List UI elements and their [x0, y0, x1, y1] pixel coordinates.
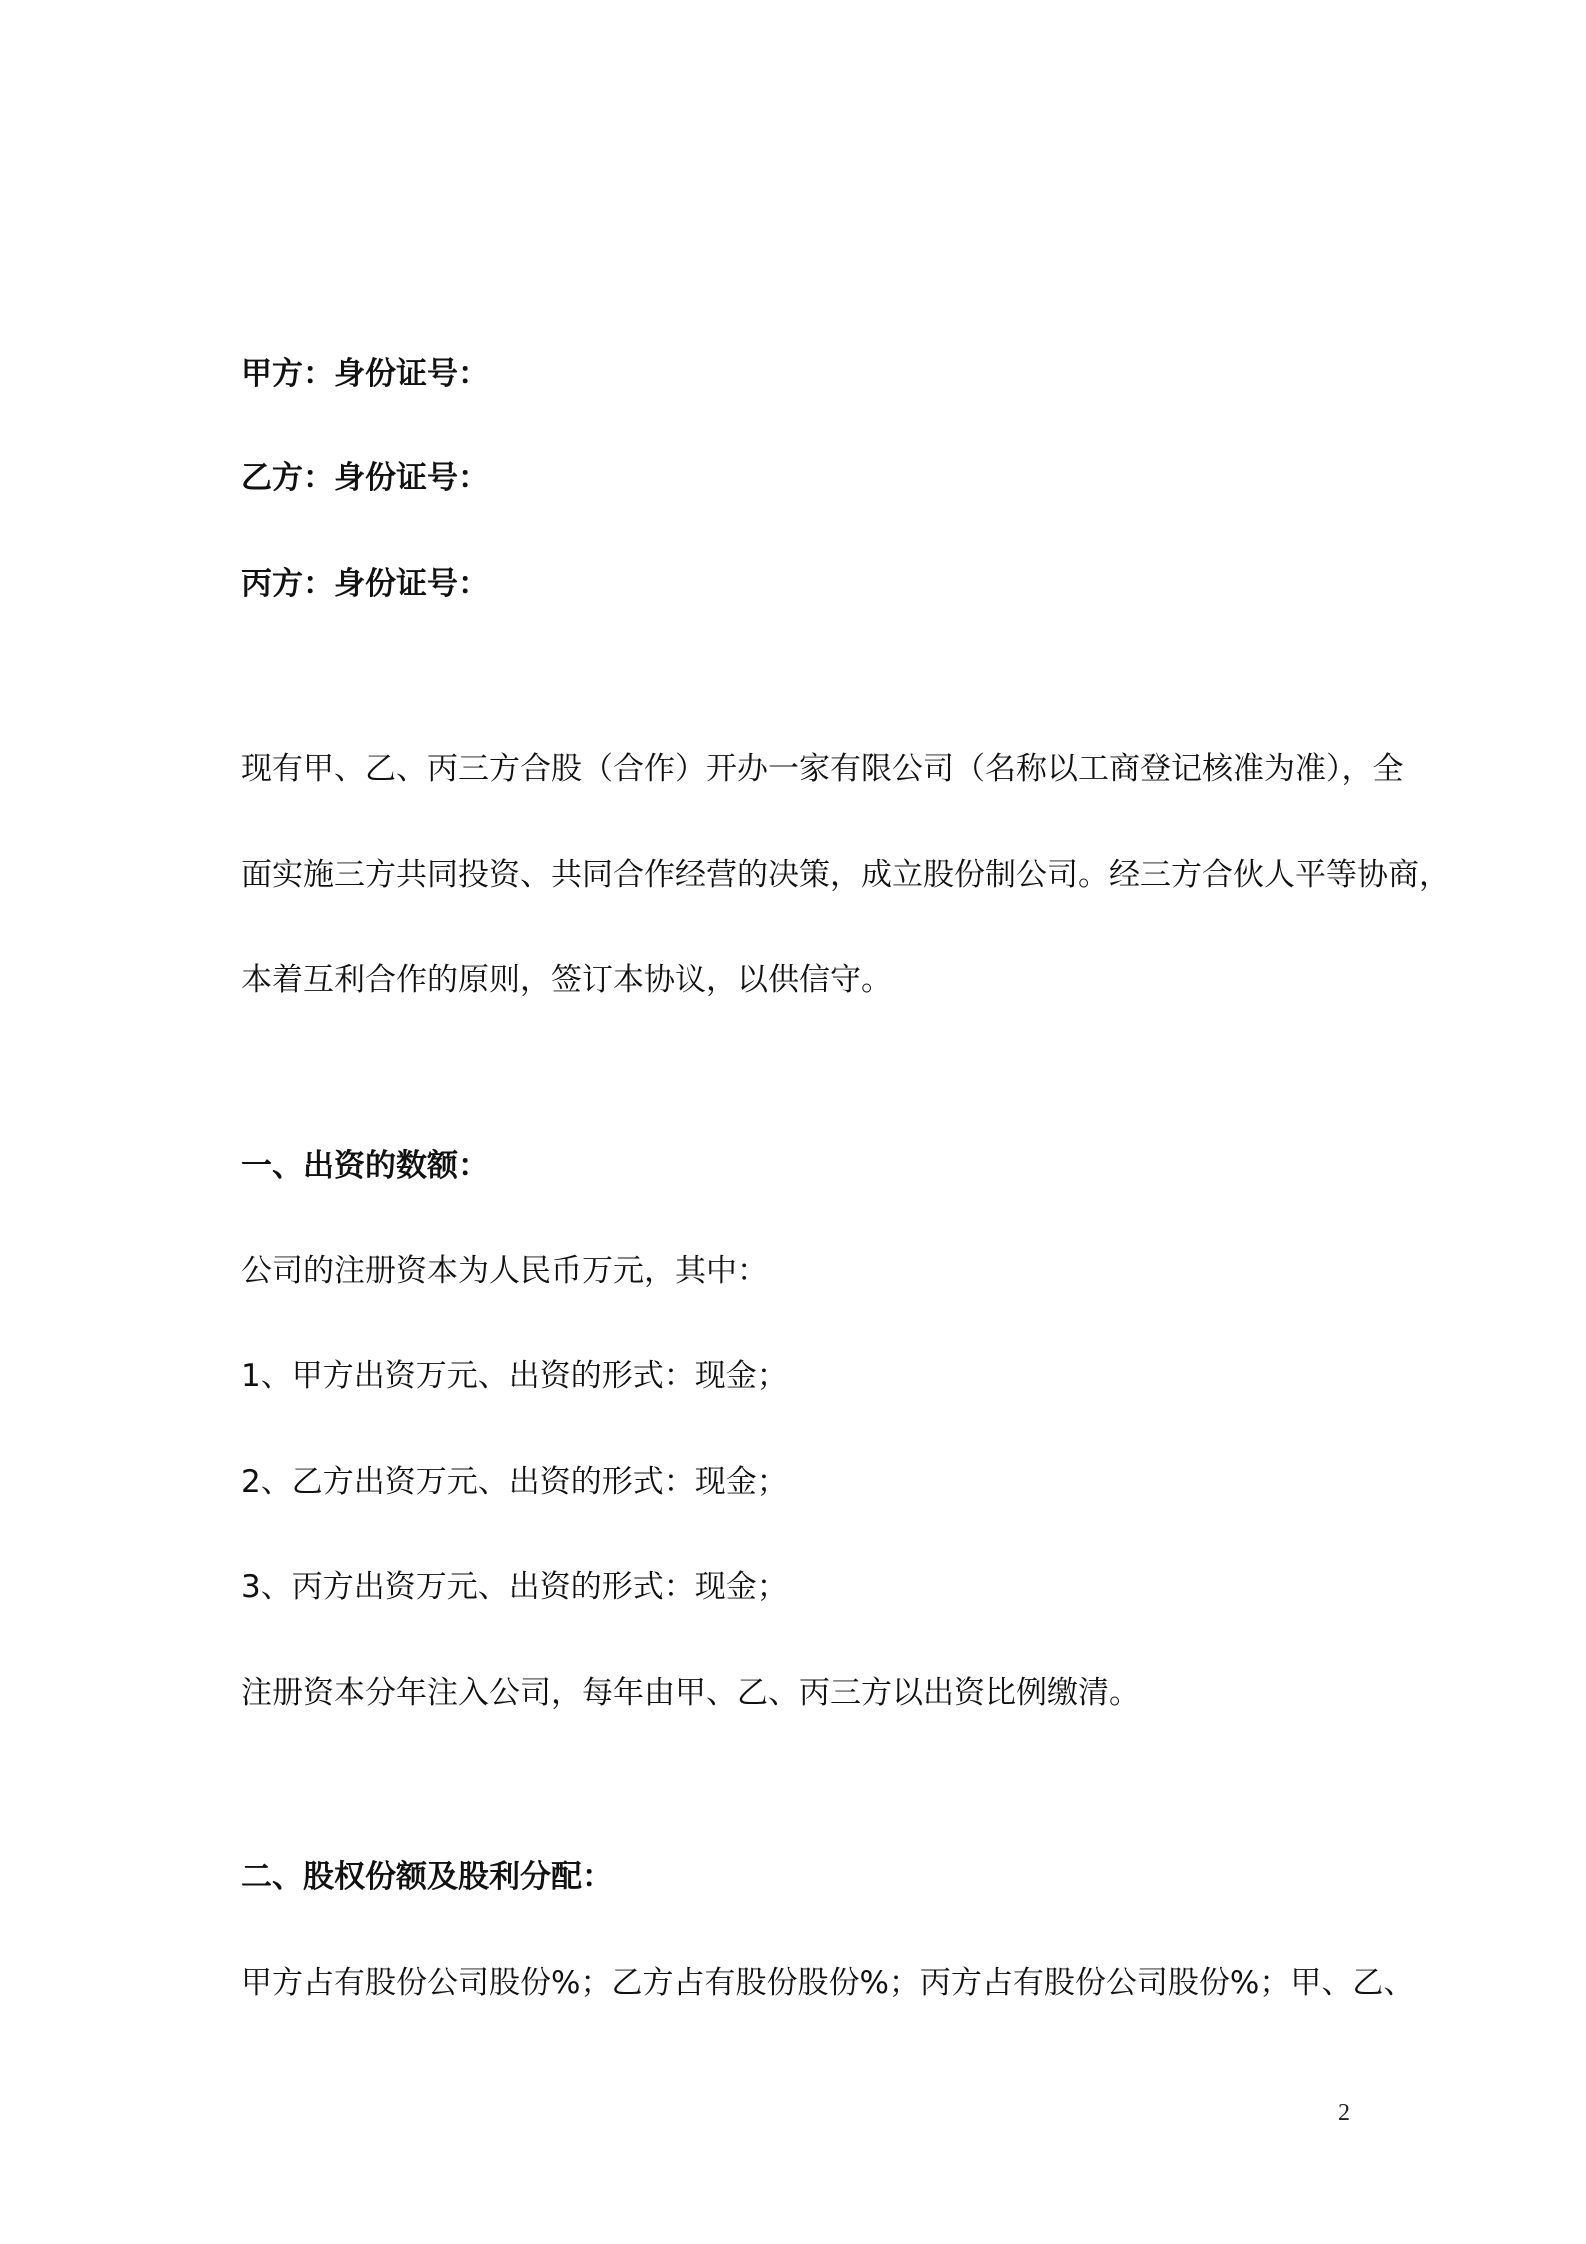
capital-item-1: 1、甲方出资万元、出资的形式：现金；	[241, 1358, 788, 1394]
party-b-id-line: 乙方：身份证号：	[241, 460, 489, 496]
party-a-id-line: 甲方：身份证号：	[241, 356, 489, 392]
capital-item-2: 2、乙方出资万元、出资的形式：现金；	[241, 1464, 788, 1500]
intro-paragraph-line-3: 本着互利合作的原则，签订本协议，以供信守。	[241, 962, 892, 998]
intro-paragraph-line-1: 现有甲、乙、丙三方合股（合作）开办一家有限公司（名称以工商登记核准为准），全	[241, 751, 1404, 787]
section-2-heading: 二、股权份额及股利分配：	[241, 1859, 613, 1895]
section-1-heading: 一、出资的数额：	[241, 1148, 489, 1184]
party-c-id-line: 丙方：身份证号：	[241, 566, 489, 602]
registered-capital-line: 公司的注册资本为人民币万元，其中：	[241, 1253, 768, 1289]
intro-paragraph-line-2: 面实施三方共同投资、共同合作经营的决策，成立股份制公司。经三方合伙人平等协商，	[241, 857, 1450, 893]
page-number: 2	[1338, 2100, 1350, 2126]
capital-payment-note: 注册资本分年注入公司，每年由甲、乙、丙三方以出资比例缴清。	[241, 1675, 1140, 1711]
equity-share-line: 甲方占有股份公司股份%；乙方占有股份股份%；丙方占有股份公司股份%；甲、乙、	[241, 1965, 1415, 2001]
capital-item-3: 3、丙方出资万元、出资的形式：现金；	[241, 1569, 788, 1605]
